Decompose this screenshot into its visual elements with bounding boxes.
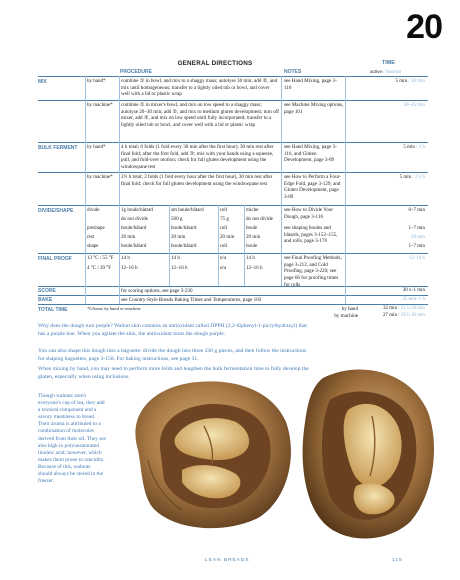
total-footnote: *Choose by hand or machine (87, 306, 141, 311)
ferment-machine-time: 5 min / 2½ h (399, 175, 425, 180)
score-procedure: for scoring options, see page 3-230 (121, 288, 193, 294)
divide-cell: boule (246, 225, 258, 231)
recipe-number: 20 (406, 8, 442, 46)
divide-cell: do not divide (121, 216, 148, 222)
column-divider (119, 76, 120, 304)
divide-cell: do not divide (246, 216, 273, 222)
column-divider (169, 205, 170, 286)
divide-cell: 1g boule/bâtard (121, 207, 153, 213)
time-legend: active / inactive (370, 69, 402, 74)
divide-cell: 20 min (246, 234, 261, 240)
walnut-photo (118, 330, 438, 548)
proof-cell: 14 h (246, 255, 255, 261)
divide-cell: sm boule/bâtard (171, 207, 204, 213)
proof-label: FINAL PROOF (38, 256, 72, 262)
score-label: SCORE (38, 288, 56, 294)
total-machine-time: 27 min / 20 h 16 min (383, 313, 425, 318)
rule (38, 100, 428, 101)
divide-cell: boule (246, 243, 258, 249)
rest-time: 20 min (410, 235, 425, 240)
mix-label: MIX (38, 79, 47, 85)
mix-hand-method: by hand* (87, 79, 106, 84)
divide-label: DIVIDE/SHAPE (38, 208, 74, 214)
walnut-note: Though walnuts aren't everyone's cup of tea, they add a textural component and a savory meatiness to bread. Their aroma is attributed to a combination of molecules derived from their oil. They are also high in polyunsaturated linoleic acid; however, which makes them prone to rancidity. Because of this, walnuts should always be stored in the freezer. (38, 393, 106, 485)
procedure-header: PROCEDURE (120, 69, 152, 75)
ferment-machine-notes: see How to Perform a Four-Edge Fold, page 3-129, and Gluten Development, page 3-89 (284, 174, 341, 201)
rule (38, 76, 428, 77)
shape-notes: see shaping boules and bâtards, pages 3-152–155, and rolls, page 3-176 (284, 225, 338, 245)
divide-cell: miche (246, 207, 259, 213)
mix-hand-time: 5 min / 30 min (395, 79, 425, 84)
rest-method: rest (87, 235, 95, 240)
divide-cell: 20 min (121, 234, 136, 240)
page-number: 115 (392, 558, 403, 563)
proof-temp: 13 °C / 55 °F (87, 256, 114, 261)
divide-cell: roll (220, 207, 228, 213)
total-label: TOTAL TIME (38, 307, 68, 313)
column-divider (281, 76, 282, 286)
total-machine-label: by machine (334, 313, 358, 319)
preshape-time: 1–7 min (408, 226, 425, 231)
rule (38, 295, 428, 296)
bake-time: 35 min–1 h (402, 297, 425, 302)
divide-cell: 500 g (171, 216, 183, 222)
ferment-hand-notes: see Hand Mixing, page 3-116, and Gluten Development, page 3-89 (284, 144, 337, 164)
column-divider (345, 76, 346, 304)
divide-cell: roll (220, 225, 228, 231)
rule (38, 304, 428, 305)
ferment-hand-time: 5 min / 4 h (403, 145, 425, 150)
paragraph-hand-mixing: When mixing by hand, you may need to perform more folds and lengthen the bulk fermentation time to fully develop the gluten, especially when using inclusions. (38, 366, 309, 380)
walnut-left (135, 381, 291, 528)
table-title: GENERAL DIRECTIONS (177, 60, 253, 67)
divide-cell: boule/bâtard (171, 225, 197, 231)
divide-time: 0–7 min (408, 208, 425, 213)
ferment-hand-method: by hand* (87, 145, 106, 150)
rule (38, 205, 428, 206)
proof-cell: 12–16 h (171, 265, 188, 271)
proof-time: 12–16 h (408, 256, 425, 261)
proof-cell: 14 h (121, 255, 130, 261)
proof-cell: 12–16 h (246, 265, 263, 271)
rule (38, 286, 428, 287)
divide-cell: boule/bâtard (121, 243, 147, 249)
time-header: TIME (382, 60, 395, 66)
divide-cell: roll (220, 243, 228, 249)
ferment-hand-procedure: 4 h total; 6 folds (1 fold every 30 min after the first hour), 30 min rest after final fold; after the first fold, add ③; mix with your hands using a squeeze, pull, and fold-over motion; check for full gluten development using the windowpane test (121, 144, 274, 171)
total-hand-time: 32 min / 21 h 58 min (383, 306, 425, 311)
mix-hand-notes: see Hand Mixing, page 3-116 (284, 78, 337, 91)
divide-cell: 75 g (220, 216, 229, 222)
proof-cell: n/a (220, 265, 227, 271)
mix-machine-time: 30–45 min (403, 103, 425, 108)
mix-hand-procedure: combine ① in bowl, and mix to a shaggy mass; autolyse 30 min; add ②, and mix until homogeneous; transfer to a lightly oiled tub or bowl, and cover well with a lid or plastic wrap (121, 78, 278, 98)
proof-temp: 4 °C / 39 °F (87, 266, 112, 271)
divide-cell: 20 min (171, 234, 186, 240)
rule (38, 253, 428, 254)
proof-cell: 12–16 h (121, 265, 138, 271)
shape-time: 1–7 min (408, 244, 425, 249)
divide-cell: boule/bâtard (121, 225, 147, 231)
mix-machine-method: by machine* (87, 103, 113, 108)
proof-cell: 14 h (171, 255, 180, 261)
divide-cell: 20 min (220, 234, 235, 240)
column-divider (218, 205, 219, 286)
ferment-label: BULK FERMENT (38, 145, 78, 151)
divide-cell: boule/bâtard (171, 243, 197, 249)
score-time: 30 s–1 min (402, 288, 425, 293)
proof-cell: n/a (220, 255, 227, 261)
bake-procedure: see Country-Style Breads Baking Times and Temperatures, page 103 (121, 297, 262, 303)
footer-section: LEAN BREADS (205, 558, 250, 563)
rule (38, 142, 428, 143)
proof-notes: see Final Proofing Methods, page 3-212, and Cold Proofing, page 3-220; see page 66 for proofing times for rolls (284, 255, 342, 288)
rule (38, 172, 428, 173)
divide-method: divide (87, 208, 100, 213)
notes-header: NOTES (284, 69, 302, 75)
walnut-right (303, 369, 434, 538)
divide-notes: see How to Divide Your Dough, page 3-116 (284, 207, 334, 220)
preshape-method: preshape (87, 226, 105, 231)
shape-method: shape (87, 244, 99, 249)
mix-machine-procedure: combine ① in mixer's bowl, and mix on low speed to a shaggy mass; autolyse 20–30 min; add ②, and mix to medium gluten development; turn off mixer, add ③, and mix on low speed until fully incorporated; transfer to a lightly oiled tub or bowl, and cover well with a lid or plastic wrap (121, 102, 279, 129)
paragraph-purple: Why does the dough turn purple? Walnut skin contains an antioxidant called DPPH (2,2-diphenyl-1-picrylhydrazyl) that has a purple hue. When you agitate the skin, the antioxidant turns the dough purple. (38, 323, 307, 337)
ferment-machine-procedure: 2½ h total; 2 folds (1 fold every hour after the first hour), 30 min rest after final fold; check for full gluten development using the windowpane test (121, 174, 273, 187)
mix-machine-notes: see Machine Mixing options, page 101 (284, 102, 344, 115)
column-divider (85, 76, 86, 304)
paragraph-baguette: You can also shape this dough into a baguette: divide the dough into three 330 g pieces, and then follow the instructions for shaping baguettes, page 3-158. For baking instructions, see page 31. (38, 348, 307, 362)
bake-label: BAKE (38, 297, 53, 303)
ferment-machine-method: by machine* (87, 175, 113, 180)
column-divider (244, 205, 245, 286)
total-hand-label: by hand (341, 306, 358, 312)
